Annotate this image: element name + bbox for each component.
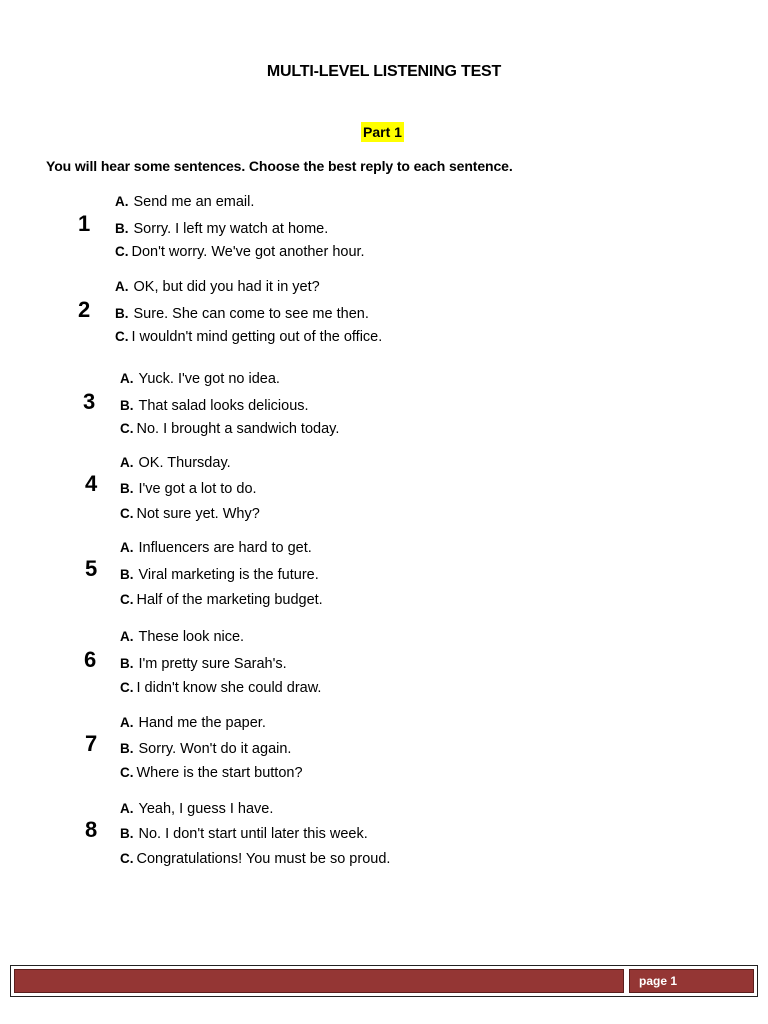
option-letter: C. [120, 680, 134, 695]
option-letter: C. [115, 329, 129, 344]
option-text: Sorry. Won't do it again. [138, 741, 292, 757]
option-letter: A. [115, 194, 129, 209]
option-a [120, 539, 312, 557]
option-c [120, 591, 323, 609]
option-a [120, 714, 266, 732]
option-c [120, 679, 321, 697]
option-letter: A. [120, 371, 134, 386]
option-letter: A. [120, 801, 134, 816]
option-letter: C. [115, 244, 129, 259]
option-b [115, 305, 369, 323]
option-a [115, 278, 320, 296]
option-c [120, 505, 260, 523]
option-letter: A. [115, 279, 129, 294]
option-text: Yuck. I've got no idea. [138, 371, 280, 387]
option-text: Congratulations! You must be so proud. [136, 851, 391, 867]
option-text: I wouldn't mind getting out of the office. [131, 329, 383, 345]
question-number: 6 [84, 647, 97, 672]
option-c [120, 420, 339, 438]
option-letter: B. [120, 567, 134, 582]
option-text: OK, but did you had it in yet? [133, 279, 320, 295]
option-text: These look nice. [138, 629, 245, 645]
option-text: Influencers are hard to get. [138, 540, 312, 556]
part-label: Part 1 [363, 124, 402, 140]
option-text: Yeah, I guess I have. [138, 801, 274, 817]
option-text: Half of the marketing budget. [136, 592, 323, 608]
option-b [120, 397, 309, 415]
option-letter: B. [120, 741, 134, 756]
option-c [115, 243, 365, 261]
option-b [120, 480, 257, 498]
option-text: No. I brought a sandwich today. [136, 421, 340, 437]
page-number: page 1 [629, 969, 754, 993]
option-text: Where is the start button? [136, 765, 303, 781]
option-text: Not sure yet. Why? [136, 506, 260, 522]
page-footer [10, 965, 758, 997]
option-c [120, 850, 390, 868]
option-b [120, 566, 319, 584]
option-text: Don't worry. We've got another hour. [131, 244, 365, 260]
option-letter: A. [120, 455, 134, 470]
page-title: MULTI-LEVEL LISTENING TEST [266, 63, 502, 80]
option-letter: B. [120, 481, 134, 496]
option-text: Sorry. I left my watch at home. [133, 221, 329, 237]
option-text: Viral marketing is the future. [138, 567, 319, 583]
question-number: 8 [85, 817, 98, 842]
question-number: 2 [78, 297, 91, 322]
option-letter: C. [120, 506, 134, 521]
option-letter: C. [120, 421, 134, 436]
option-a [120, 370, 280, 388]
option-a [120, 628, 244, 646]
option-text: I'm pretty sure Sarah's. [138, 656, 287, 672]
question-number: 3 [83, 389, 96, 414]
option-letter: B. [120, 826, 134, 841]
option-letter: B. [115, 306, 129, 321]
option-text: OK. Thursday. [138, 455, 231, 471]
footer-bar [14, 969, 624, 993]
option-b [120, 655, 287, 673]
option-b [120, 825, 368, 843]
option-a [115, 193, 254, 211]
option-c [120, 764, 303, 782]
option-letter: A. [120, 540, 134, 555]
option-text: Sure. She can come to see me then. [133, 306, 369, 322]
option-letter: B. [120, 398, 134, 413]
option-letter: C. [120, 592, 134, 607]
question-number: 7 [85, 731, 98, 756]
option-text: Hand me the paper. [138, 715, 266, 731]
option-letter: A. [120, 715, 134, 730]
option-b [115, 220, 328, 238]
instructions: You will hear some sentences. Choose the best reply to each sentence. [46, 158, 513, 174]
option-letter: B. [115, 221, 129, 236]
option-a [120, 800, 273, 818]
option-text: I've got a lot to do. [138, 481, 257, 497]
option-letter: C. [120, 851, 134, 866]
question-number: 4 [85, 471, 98, 496]
option-text: That salad looks delicious. [138, 398, 309, 414]
option-c [115, 328, 382, 346]
option-text: I didn't know she could draw. [136, 680, 322, 696]
option-text: Send me an email. [133, 194, 255, 210]
option-letter: B. [120, 656, 134, 671]
question-number: 5 [85, 556, 98, 581]
option-a [120, 454, 231, 472]
option-letter: C. [120, 765, 134, 780]
option-text: No. I don't start until later this week. [138, 826, 368, 842]
option-letter: A. [120, 629, 134, 644]
option-b [120, 740, 291, 758]
question-number: 1 [78, 211, 91, 236]
